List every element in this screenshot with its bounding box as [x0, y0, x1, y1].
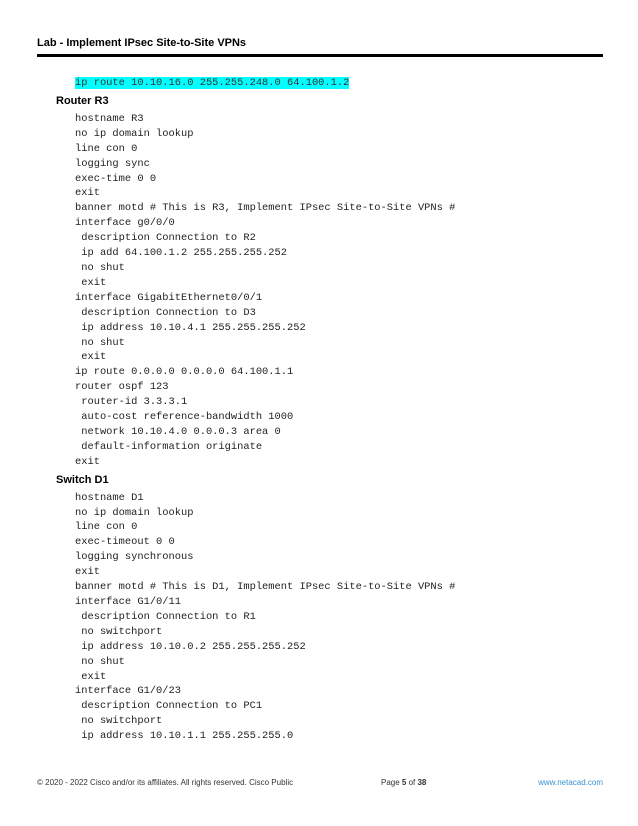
code-line: exit: [75, 566, 100, 579]
code-line: line con 0: [75, 142, 138, 155]
code-line: no shut: [75, 261, 125, 274]
code-line: interface GigabitEthernet0/0/1: [75, 291, 263, 304]
netacad-link[interactable]: www.netacad.com: [538, 778, 603, 787]
code-line: description Connection to R2: [75, 232, 256, 245]
code-line: router-id 3.3.3.1: [75, 396, 188, 409]
code-line: no switchport: [75, 625, 163, 638]
document-body: [37, 76, 603, 744]
code-block-router-r3: [37, 112, 603, 470]
code-line: description Connection to PC1: [75, 700, 263, 713]
section-heading-router-r3: Router R3: [56, 94, 109, 107]
code-line: ip route 0.0.0.0 0.0.0.0 64.100.1.1: [75, 366, 294, 379]
code-line: no ip domain lookup: [75, 127, 194, 140]
copyright-notice: © 2020 - 2022 Cisco and/or its affiliates. All rights reserved. Cisco Public: [37, 778, 294, 787]
code-line: exit: [75, 455, 100, 468]
highlighted-code-text: ip route 10.10.16.0 255.255.248.0 64.100.1.2: [75, 77, 350, 89]
code-line: default-information originate: [75, 440, 263, 453]
code-line: exec-time 0 0: [75, 172, 157, 185]
code-line: description Connection to R1: [75, 610, 256, 623]
page-header: [37, 36, 603, 57]
code-line: ip address 10.10.1.1 255.255.255.0: [75, 730, 294, 743]
code-block-switch-d1: [37, 491, 603, 744]
code-line: hostname R3: [75, 112, 144, 125]
code-line: logging synchronous: [75, 551, 194, 564]
code-line: line con 0: [75, 521, 138, 534]
section-heading-switch-d1: Switch D1: [56, 473, 109, 486]
code-line: network 10.10.4.0 0.0.0.3 area 0: [75, 425, 281, 438]
code-line: ip address 10.10.0.2 255.255.255.252: [75, 640, 306, 653]
page-total: 38: [417, 778, 427, 787]
code-line: hostname D1: [75, 491, 144, 504]
page-of: of: [406, 778, 418, 787]
page-prefix: Page: [381, 778, 402, 787]
code-line: exit: [75, 670, 107, 683]
code-line: exit: [75, 351, 107, 364]
header-divider: [37, 54, 603, 57]
code-line: banner motd # This is D1, Implement IPsec Site-to-Site VPNs #: [75, 581, 456, 594]
code-line: interface G1/0/23: [75, 685, 182, 698]
document-title: Lab - Implement IPsec Site-to-Site VPNs: [37, 37, 247, 49]
code-line: exec-timeout 0 0: [75, 536, 175, 549]
code-line: no shut: [75, 655, 125, 668]
code-line: interface G1/0/11: [75, 596, 182, 608]
code-line: ip add 64.100.1.2 255.255.255.252: [75, 247, 288, 260]
code-line: router ospf 123: [75, 381, 169, 394]
code-line: exit: [75, 276, 107, 289]
code-line: exit: [75, 187, 100, 200]
code-line: logging sync: [75, 157, 150, 170]
code-line: auto-cost reference-bandwidth 1000: [75, 411, 294, 424]
highlighted-code-line: [37, 76, 603, 91]
page-number: [381, 777, 426, 788]
code-line: no switchport: [75, 715, 163, 728]
page-current: 5: [401, 778, 407, 787]
code-line: interface g0/0/0: [75, 217, 175, 230]
code-line: no ip domain lookup: [75, 506, 194, 519]
code-line: no shut: [75, 336, 125, 349]
code-line: ip address 10.10.4.1 255.255.255.252: [75, 321, 306, 334]
code-line: description Connection to D3: [75, 306, 256, 319]
code-line: banner motd # This is R3, Implement IPsec Site-to-Site VPNs #: [75, 202, 456, 215]
